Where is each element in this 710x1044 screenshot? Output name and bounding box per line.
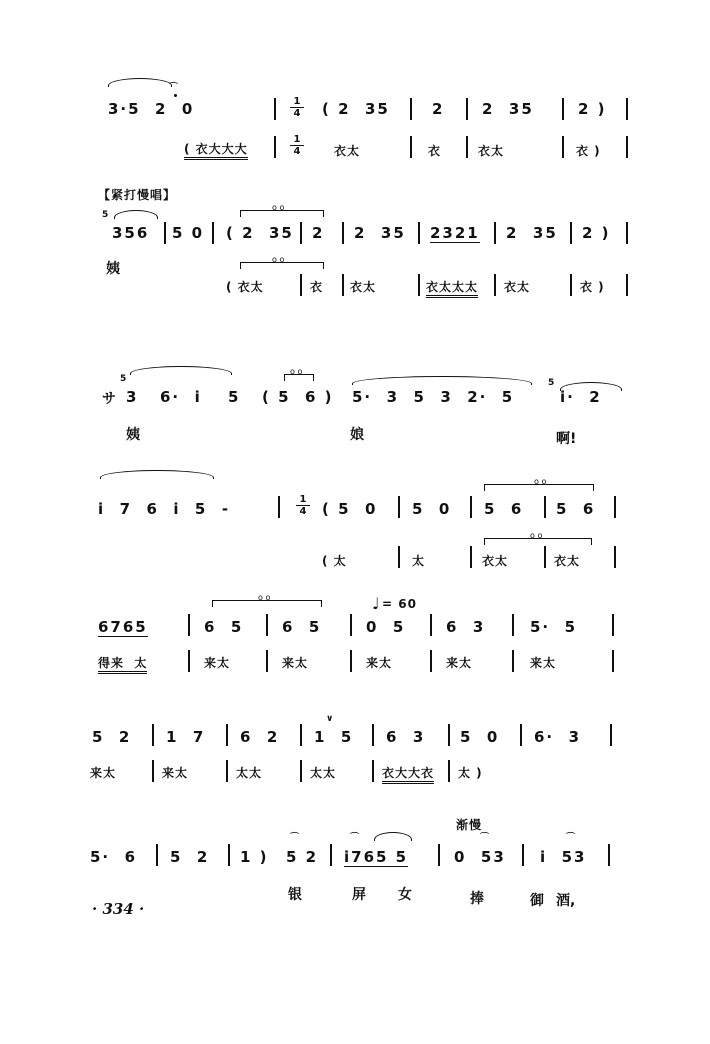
melody-cell: 5 2 bbox=[92, 728, 132, 746]
barline bbox=[330, 844, 332, 866]
melody-cell: 2 bbox=[432, 100, 445, 118]
barline bbox=[448, 760, 450, 782]
melody-cell: i· 2 bbox=[560, 388, 602, 406]
barline bbox=[300, 222, 302, 244]
fermata: ⌒ bbox=[169, 83, 179, 93]
barline bbox=[512, 614, 514, 636]
percussion-cell: 来太 bbox=[162, 766, 189, 780]
circle-marks: o o bbox=[272, 203, 285, 212]
slur-line bbox=[114, 210, 158, 219]
barline bbox=[522, 844, 524, 866]
melody-cell: 2 35 bbox=[354, 224, 406, 242]
barline bbox=[350, 650, 352, 672]
melody-cell: i 7 6 i 5 - bbox=[98, 500, 231, 518]
percussion-cell: 衣太 bbox=[504, 280, 531, 294]
melody-cell: 6· i bbox=[160, 388, 202, 406]
percussion-cell: 衣 bbox=[310, 280, 324, 294]
barline bbox=[570, 274, 572, 296]
melody-cell: 356 bbox=[112, 224, 150, 242]
slur-line bbox=[374, 832, 412, 841]
time-signature: $\frac{1}{4}$ bbox=[296, 494, 310, 517]
grace-note: 5 bbox=[548, 378, 555, 388]
percussion-cell: 太 bbox=[412, 554, 426, 568]
barline bbox=[372, 724, 374, 746]
tempo-mark: = 60 bbox=[382, 597, 417, 611]
melody-cell: 6 5 bbox=[282, 618, 322, 636]
circle-marks: o o bbox=[534, 477, 547, 486]
melody-cell: 2 ) bbox=[582, 224, 611, 242]
percussion-cell: 衣 ) bbox=[576, 144, 601, 158]
fermata: ⌒ bbox=[290, 833, 300, 843]
page-number: · 334 · bbox=[92, 900, 145, 918]
barline bbox=[418, 222, 420, 244]
lyric: 啊! bbox=[556, 431, 577, 447]
melody-cell: 5 bbox=[228, 388, 241, 406]
barline bbox=[410, 98, 412, 120]
melody-cell: 2 ) bbox=[578, 100, 607, 118]
melody-cell: 5 6 bbox=[556, 500, 596, 518]
percussion-cell: 衣太 bbox=[350, 280, 377, 294]
section-label: 【紧打慢唱】 bbox=[98, 188, 177, 202]
lyric: 捧 bbox=[470, 891, 484, 907]
melody-cell: 5· 3 5 3 2· 5 bbox=[352, 388, 515, 406]
barline bbox=[614, 546, 616, 568]
melody-cell: 3·5 2 0 bbox=[108, 100, 195, 118]
slur-line bbox=[130, 366, 232, 375]
percussion-cell: 衣 ) bbox=[580, 280, 605, 294]
tie-line bbox=[100, 470, 214, 479]
percussion-cell: 衣太太太 bbox=[426, 278, 478, 298]
fermata: ⌒ bbox=[566, 833, 576, 843]
barline bbox=[520, 724, 522, 746]
free-meter-mark: サ bbox=[102, 391, 116, 407]
percussion-cell: 衣太 bbox=[478, 144, 505, 158]
barline bbox=[418, 274, 420, 296]
circle-marks: o o bbox=[258, 593, 271, 602]
fermata: ⌒ bbox=[480, 833, 490, 843]
barline bbox=[466, 136, 468, 158]
barline bbox=[212, 222, 214, 244]
percussion-cell: 衣 bbox=[428, 144, 442, 158]
barline bbox=[626, 274, 628, 296]
melody-cell: 1 ) bbox=[240, 848, 269, 866]
melody-cell: 5· 5 bbox=[530, 618, 578, 636]
octave-dot bbox=[174, 94, 177, 97]
melody-cell: 2321 bbox=[430, 224, 480, 242]
percussion-cell: 来太 bbox=[446, 656, 473, 670]
melody-cell: 5 2 bbox=[286, 848, 319, 866]
lyric: 银 bbox=[288, 887, 302, 903]
percussion-cell: 衣大大衣 bbox=[382, 764, 434, 784]
percussion-cell: 衣太 bbox=[334, 144, 361, 158]
percussion-cell: 来太 bbox=[204, 656, 231, 670]
barline bbox=[494, 274, 496, 296]
melody-cell: 6 5 bbox=[204, 618, 244, 636]
barline bbox=[626, 98, 628, 120]
circle-marks: o o bbox=[290, 367, 303, 376]
percussion-cell: 衣太 bbox=[482, 554, 509, 568]
barline bbox=[398, 496, 400, 518]
percussion-cell: ( 衣大大大 bbox=[184, 140, 248, 160]
melody-cell: 6765 bbox=[98, 618, 148, 636]
melody-cell: i 53 bbox=[540, 848, 587, 866]
barline bbox=[274, 98, 276, 120]
barline bbox=[300, 274, 302, 296]
barline bbox=[266, 614, 268, 636]
barline bbox=[152, 760, 154, 782]
grace-note: 5 bbox=[120, 374, 127, 384]
percussion-cell: 太 ) bbox=[458, 766, 483, 780]
barline bbox=[342, 274, 344, 296]
percussion-cell: ( 衣太 bbox=[226, 280, 264, 294]
melody-cell: ( 2 35 bbox=[226, 224, 294, 242]
barline bbox=[614, 496, 616, 518]
percussion-cell: 衣太 bbox=[554, 554, 581, 568]
time-signature: $\frac{1}{4}$ bbox=[290, 134, 304, 157]
barline bbox=[164, 222, 166, 244]
barline bbox=[438, 844, 440, 866]
time-signature: $\frac{1}{4}$ bbox=[290, 96, 304, 119]
lyric: 姨 bbox=[106, 261, 120, 277]
circle-marks: o o bbox=[272, 255, 285, 264]
barline bbox=[512, 650, 514, 672]
melody-cell: ( 2 35 bbox=[322, 100, 390, 118]
barline bbox=[152, 724, 154, 746]
barline bbox=[226, 760, 228, 782]
fermata: ⌒ bbox=[350, 833, 360, 843]
barline bbox=[612, 650, 614, 672]
melody-cell: 5 6 bbox=[484, 500, 524, 518]
barline bbox=[470, 496, 472, 518]
barline bbox=[156, 844, 158, 866]
melody-cell: 6 3 bbox=[386, 728, 426, 746]
barline bbox=[562, 98, 564, 120]
percussion-cell: 来太 bbox=[90, 766, 117, 780]
melody-cell: ( 5 6 ) bbox=[262, 388, 334, 406]
tempo-change: 渐慢 bbox=[456, 818, 483, 832]
lyric: 姨 bbox=[126, 427, 140, 443]
melody-cell: 5· 6 bbox=[90, 848, 138, 866]
percussion-cell: 太太 bbox=[236, 766, 263, 780]
tie-line bbox=[108, 78, 172, 87]
barline bbox=[228, 844, 230, 866]
barline bbox=[466, 98, 468, 120]
grace-note: 5 bbox=[102, 210, 109, 220]
quarter-note-icon: ♩ bbox=[372, 594, 380, 613]
accent-mark: ∨ bbox=[326, 714, 334, 724]
percussion-cell: 来太 bbox=[366, 656, 393, 670]
barline bbox=[188, 650, 190, 672]
melody-cell: 5 0 bbox=[172, 224, 205, 242]
melody-cell: 0 5 bbox=[366, 618, 406, 636]
melody-cell: 5 0 bbox=[412, 500, 452, 518]
barline bbox=[430, 650, 432, 672]
barline bbox=[398, 546, 400, 568]
percussion-cell: ( 太 bbox=[322, 554, 347, 568]
melody-cell: 5 2 bbox=[170, 848, 210, 866]
lyric: 酒, bbox=[556, 893, 576, 909]
barline bbox=[610, 724, 612, 746]
barline bbox=[300, 760, 302, 782]
barline bbox=[300, 724, 302, 746]
barline bbox=[188, 614, 190, 636]
barline bbox=[570, 222, 572, 244]
lyric: 女 bbox=[398, 887, 412, 903]
barline bbox=[266, 650, 268, 672]
barline bbox=[350, 614, 352, 636]
melody-cell: 6 3 bbox=[446, 618, 486, 636]
melody-cell: 2 35 bbox=[506, 224, 558, 242]
barline bbox=[626, 136, 628, 158]
barline bbox=[544, 546, 546, 568]
barline bbox=[544, 496, 546, 518]
percussion-cell: 得来 太 bbox=[98, 654, 147, 674]
lyric: 屏 bbox=[352, 887, 366, 903]
barline bbox=[562, 136, 564, 158]
melody-cell: i765 5 bbox=[344, 848, 409, 866]
slur-line bbox=[352, 376, 532, 385]
barline bbox=[494, 222, 496, 244]
barline bbox=[608, 844, 610, 866]
lyric: 御 bbox=[530, 893, 544, 909]
barline bbox=[470, 546, 472, 568]
melody-cell: ( 5 0 bbox=[322, 500, 378, 518]
melody-cell: 6 2 bbox=[240, 728, 280, 746]
melody-cell: 1 5 bbox=[314, 728, 354, 746]
melody-cell: 2 bbox=[312, 224, 325, 242]
barline bbox=[342, 222, 344, 244]
barline bbox=[612, 614, 614, 636]
melody-cell: 3 bbox=[126, 388, 139, 406]
barline bbox=[278, 496, 280, 518]
melody-cell: 0 53 bbox=[454, 848, 506, 866]
melody-cell: 5 0 bbox=[460, 728, 500, 746]
melody-cell: 1 7 bbox=[166, 728, 206, 746]
circle-marks: o o bbox=[530, 531, 543, 540]
barline bbox=[274, 136, 276, 158]
barline bbox=[626, 222, 628, 244]
melody-cell: 6· 3 bbox=[534, 728, 582, 746]
percussion-cell: 来太 bbox=[530, 656, 557, 670]
percussion-cell: 来太 bbox=[282, 656, 309, 670]
melody-cell: 2 35 bbox=[482, 100, 534, 118]
barline bbox=[430, 614, 432, 636]
barline bbox=[226, 724, 228, 746]
percussion-cell: 太太 bbox=[310, 766, 337, 780]
barline bbox=[410, 136, 412, 158]
barline bbox=[372, 760, 374, 782]
lyric: 娘 bbox=[350, 427, 364, 443]
barline bbox=[448, 724, 450, 746]
